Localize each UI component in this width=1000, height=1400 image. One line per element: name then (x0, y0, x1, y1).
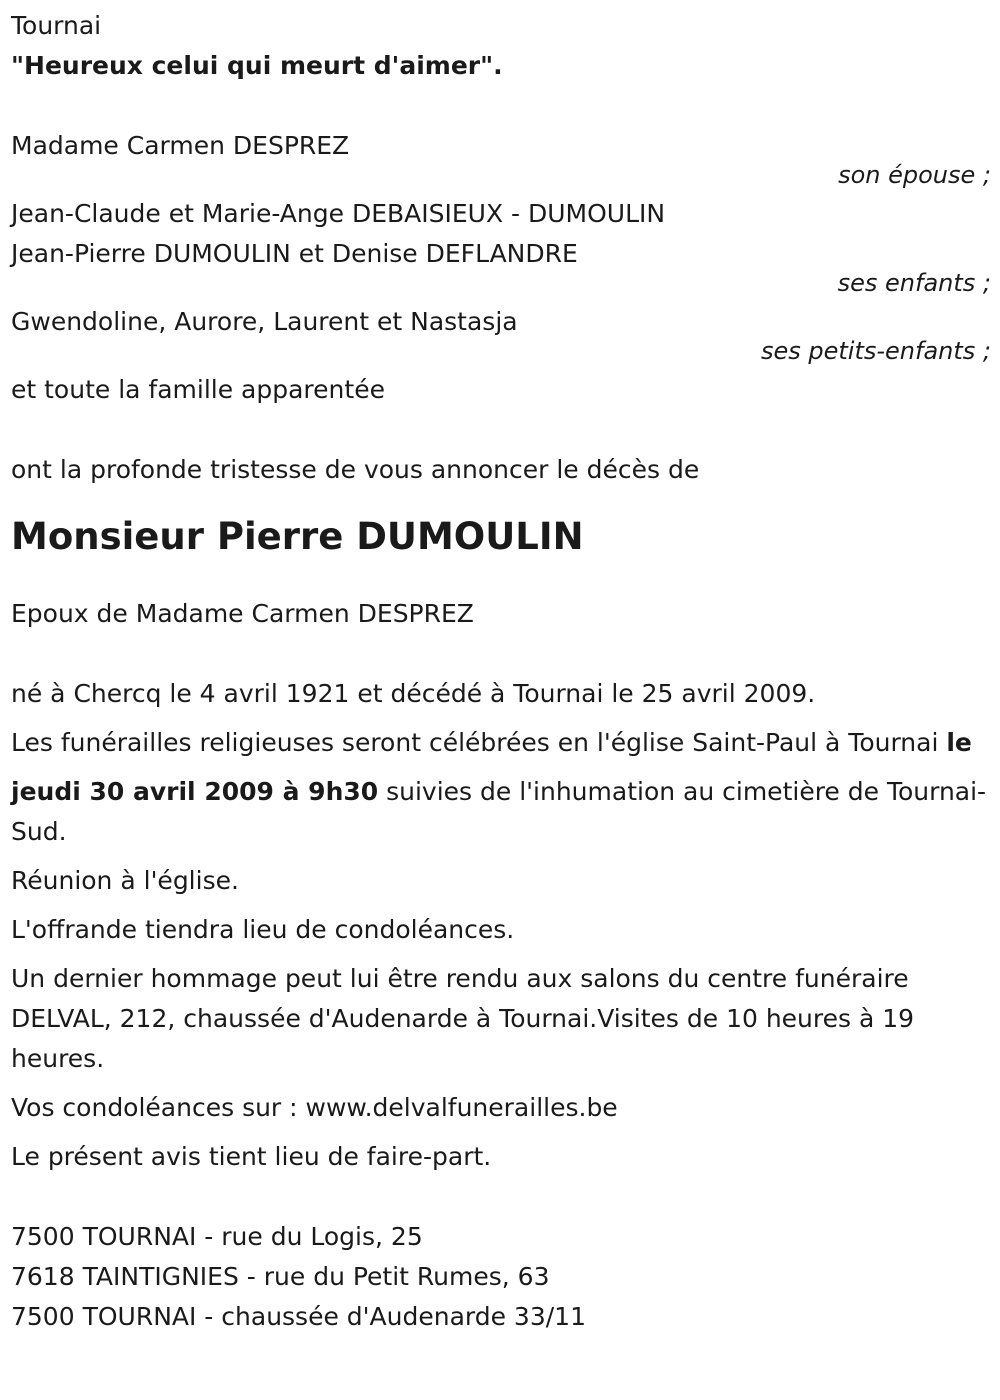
spacer (11, 1177, 991, 1217)
child-line-2: Jean-Pierre DUMOULIN et Denise DEFLANDRE (11, 239, 578, 268)
address-2: 7618 TAINTIGNIES - rue du Petit Rumes, 63 (11, 1262, 550, 1291)
funeral-date-rest: suivies de l'inhumation au cimetière de Tournai-Sud. (11, 777, 987, 846)
birth-death-dates: né à Chercq le 4 avril 1921 et décédé à Tournai le 25 avril 2009. (11, 679, 816, 708)
spouse-role: son épouse ; (838, 161, 991, 189)
meeting-info: Réunion à l'église. (11, 866, 239, 895)
notice-info: Le présent avis tient lieu de faire-part. (11, 1142, 492, 1171)
grandchildren-role: ses petits-enfants ; (760, 337, 991, 365)
announcement-text: ont la profonde tristesse de vous annoncer le décès de (11, 455, 700, 484)
children-role: ses enfants ; (837, 269, 991, 297)
deceased-name: Monsieur Pierre DUMOULIN (11, 515, 584, 558)
condolences-info: Vos condoléances sur : www.delvalfunerailles.be (11, 1093, 618, 1122)
funeral-intro-text: Les funérailles religieuses seront célébrées en l'église Saint-Paul à Tournai (11, 728, 947, 757)
spacer (11, 490, 991, 500)
spacer (11, 564, 991, 594)
spouse-name: Madame Carmen DESPREZ (11, 131, 350, 160)
visit-info: Un dernier hommage peut lui être rendu aux salons du centre funéraire DELVAL, 212, chaussée d'Audenarde à Tournai.Visites de 10 heures à 19 heures. (11, 964, 915, 1073)
header-quote: "Heureux celui qui meurt d'aimer". (11, 51, 503, 80)
funeral-intro-bold: le (946, 728, 972, 757)
spacer (11, 634, 991, 674)
funeral-intro (11, 723, 991, 763)
deceased-relation: Epoux de Madame Carmen DESPREZ (11, 599, 474, 628)
obituary-notice (11, 6, 991, 1337)
grandchildren-names: Gwendoline, Aurore, Laurent et Nastasja (11, 307, 518, 336)
header-city: Tournai (11, 11, 102, 40)
spacer (11, 410, 991, 450)
offering-info: L'offrande tiendra lieu de condoléances. (11, 915, 515, 944)
address-1: 7500 TOURNAI - rue du Logis, 25 (11, 1222, 423, 1251)
spacer (11, 86, 991, 126)
extended-family: et toute la famille apparentée (11, 375, 385, 404)
funeral-date: jeudi 30 avril 2009 à 9h30 (11, 777, 379, 806)
address-3: 7500 TOURNAI - chaussée d'Audenarde 33/11 (11, 1302, 586, 1331)
child-line-1: Jean-Claude et Marie-Ange DEBAISIEUX - DUMOULIN (11, 199, 666, 228)
funeral-date-paragraph (11, 772, 991, 852)
